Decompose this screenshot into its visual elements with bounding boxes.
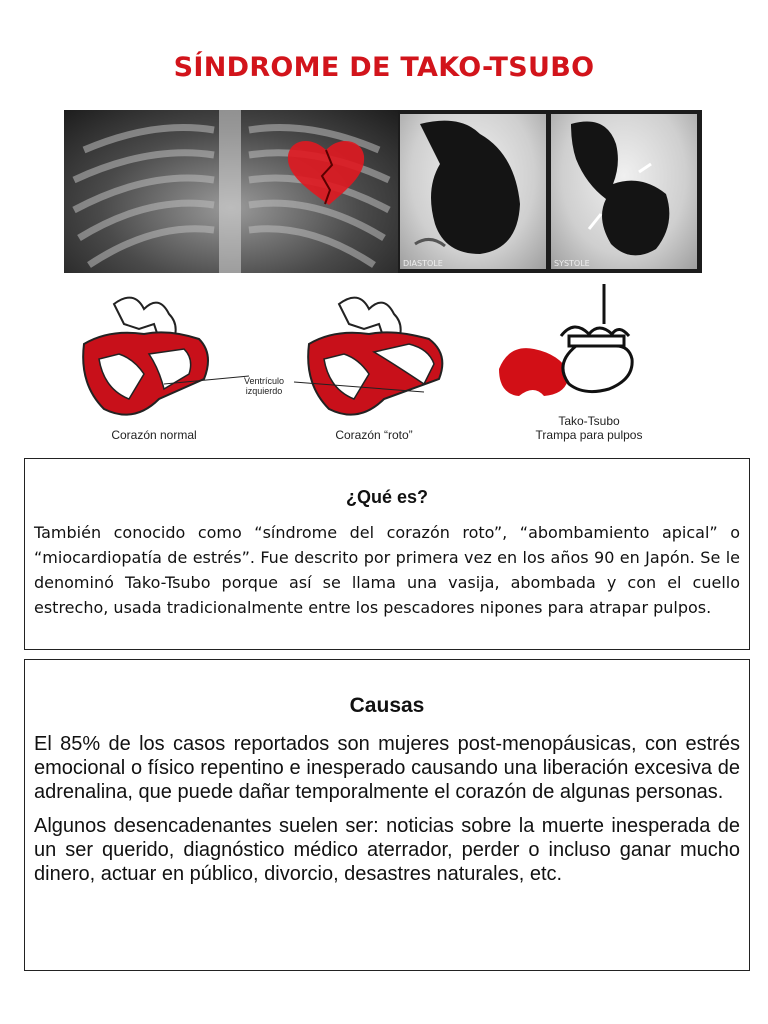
causas-heading: Causas xyxy=(349,694,425,717)
angio-systole-panel xyxy=(551,114,697,269)
normal-heart-icon xyxy=(83,298,208,415)
angio-diastole-panel xyxy=(400,114,546,269)
page-title: SÍNDROME DE TAKO-TSUBO xyxy=(173,52,595,83)
octopus-tentacle-icon xyxy=(499,348,569,396)
causas-paragraph-2: Algunos desencadenantes suelen ser: noticias sobre la muerte inesperada de un ser querido, diagnóstico médico aterrador, perder o incluso ganar mucho dinero, actuar en público, divorcio, desastres naturales, etc. xyxy=(34,815,740,885)
tako-tsubo-caption: Tako-Tsubo Trampa para pulpos xyxy=(535,414,643,442)
tako-tsubo-pot-icon xyxy=(561,284,632,392)
angiography-image xyxy=(398,110,702,273)
que-es-text: También conocido como “síndrome del corazón roto”, “abombamiento apical” o “miocardiopatía de estrés”. Fue descrito por primera vez en los años 90 en Japón. Se le denominó Tako-Tsubo porque así se llama una vasija, abombada y con el cuello estrecho, usada tradicionalmente entre los pescadores nipones para atrapar pulpos. xyxy=(34,523,740,617)
causas-box xyxy=(24,659,750,971)
broken-heart-diagram-icon xyxy=(308,298,442,415)
que-es-box xyxy=(24,458,750,650)
normal-heart-caption: Corazón normal xyxy=(111,428,197,442)
diastole-label: DIASTOLE xyxy=(403,259,443,268)
chest-xray-image xyxy=(64,110,398,273)
xray-ribs-graphic xyxy=(64,110,398,273)
causas-paragraph-1: El 85% de los casos reportados son mujeres post-menopáusicas, con estrés emocional o físico repentino e inesperado causando una liberación excesiva de adrenalina, que puede dañar temporalmente el corazón de algunas personas. xyxy=(34,733,740,803)
que-es-heading: ¿Qué es? xyxy=(345,487,429,507)
broken-heart-caption: Corazón “roto” xyxy=(335,428,413,442)
ventricle-label: Ventrículo izquierdo xyxy=(243,376,285,396)
heart-diagrams xyxy=(64,284,704,444)
systole-label: SYSTOLE xyxy=(554,259,590,268)
